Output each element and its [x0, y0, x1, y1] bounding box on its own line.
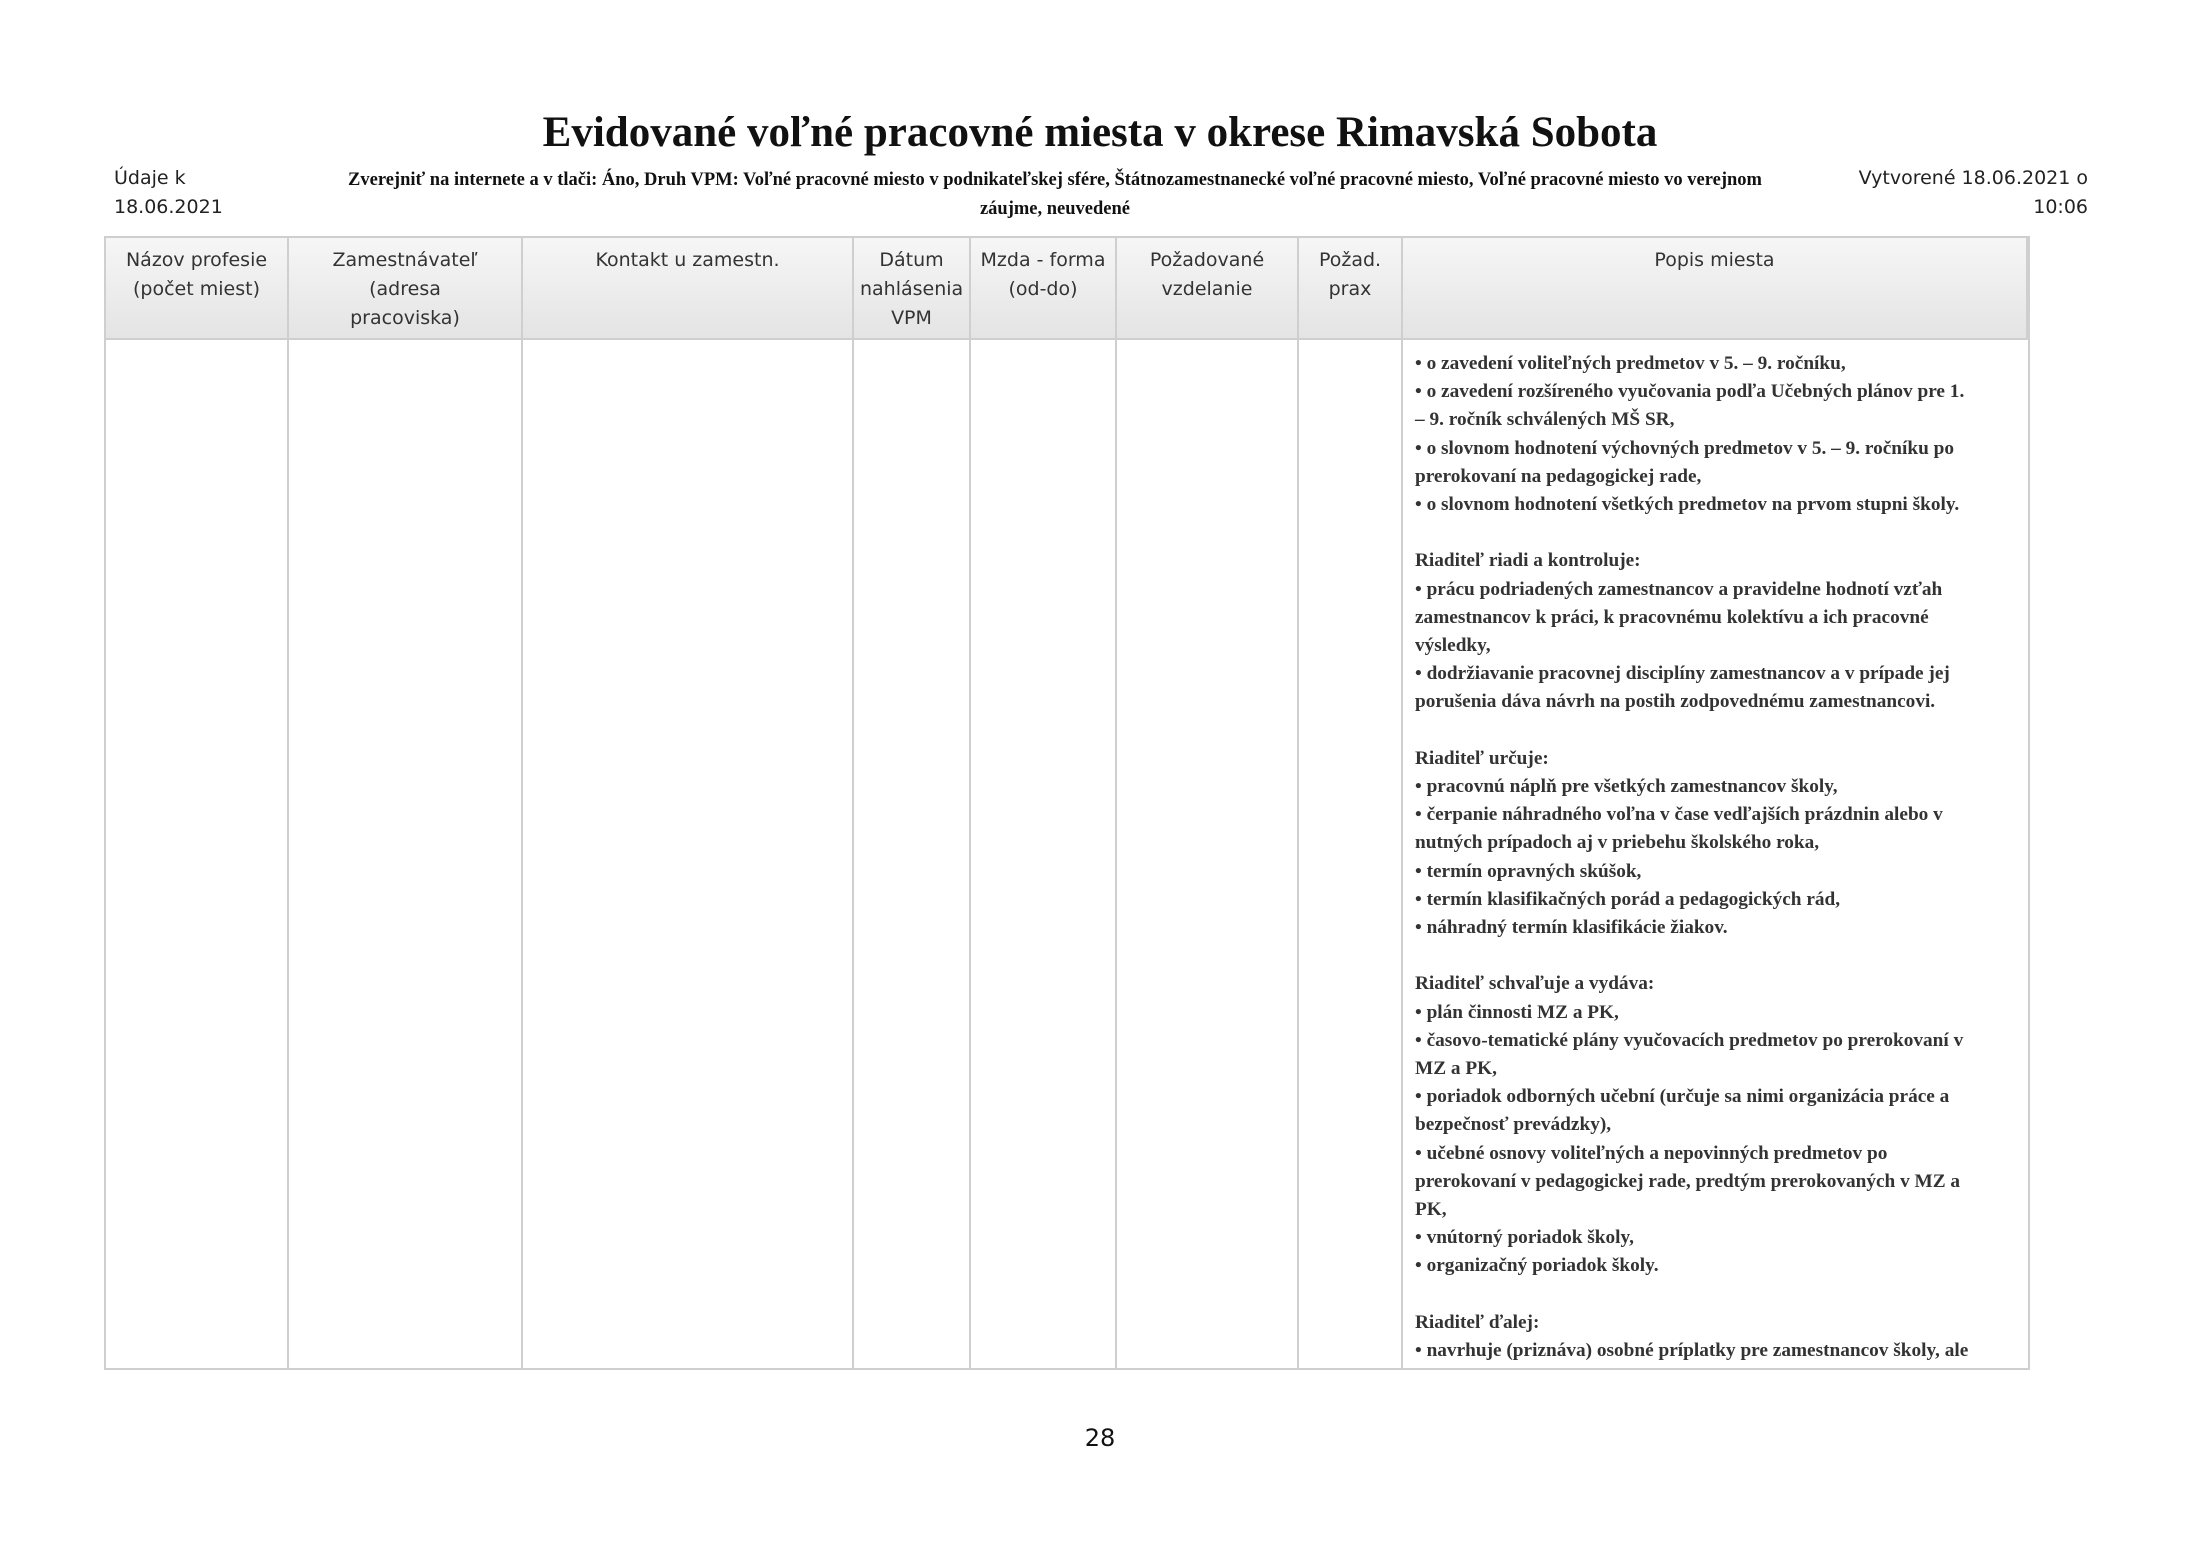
description-line: nutných prípadoch aj v priebehu školského roka,	[1415, 832, 1820, 854]
description-spacer	[1415, 1281, 2016, 1309]
description-line: • učebné osnovy voliteľných a nepovinných predmetov po	[1415, 1142, 1888, 1164]
filter-criteria-line: Zverejniť na internete a v tlači: Áno, Druh VPM: Voľné pracovné miesto v podnikateľskej sfére, Štátnozamestnanecké voľné pracovné miesto, Voľné pracovné miesto vo verejnom	[348, 170, 1762, 190]
column-header-profession: Názov profesie (počet miest)	[106, 238, 289, 340]
description-line: • vnútorný poriadok školy,	[1415, 1227, 1634, 1249]
description-line: • prácu podriadených zamestnancov a pravidelne hodnotí vzťah	[1415, 578, 1943, 600]
cell-education	[1117, 340, 1299, 1368]
description-line: MZ a PK,	[1415, 1058, 1497, 1080]
description-line: • čerpanie náhradného voľna v čase vedľajších prázdnin alebo v	[1415, 804, 1943, 826]
cell-experience	[1299, 340, 1403, 1368]
column-header-education: Požadované vzdelanie	[1117, 238, 1299, 340]
description-line: • organizačný poriadok školy.	[1415, 1255, 1659, 1277]
description-spacer	[1415, 519, 2016, 547]
description-line: prerokovaní na pedagogickej rade,	[1415, 465, 1702, 487]
description-spacer	[1415, 942, 2016, 970]
description-line: • časovo-tematické plány vyučovacích predmetov po prerokovaní v	[1415, 1029, 1964, 1051]
column-header-contact: Kontakt u zamestn.	[523, 238, 854, 340]
description-line: • o slovnom hodnotení výchovných predmetov v 5. – 9. ročníku po	[1415, 437, 1955, 459]
description-line: • o zavedení voliteľných predmetov v 5. – 9. ročníku,	[1415, 353, 1846, 374]
filter-criteria-line: záujme, neuvedené	[979, 199, 1131, 219]
column-header-description: Popis miesta	[1403, 238, 2028, 340]
description-line: – 9. ročník schválených MŠ SR,	[1415, 409, 1675, 431]
page-number: 28	[1084, 1424, 1116, 1452]
filter-criteria	[260, 166, 1850, 224]
description-line: • plán činnosti MZ a PK,	[1415, 1001, 1619, 1023]
cell-employer	[289, 340, 523, 1368]
description-line: • náhradný termín klasifikácie žiakov.	[1415, 917, 1728, 939]
description-line: prerokovaní v pedagogickej rade, predtým prerokovaných v MZ a	[1415, 1170, 1961, 1192]
cell-salary	[971, 340, 1117, 1368]
data-as-of-date: 18.06.2021	[114, 196, 223, 218]
cell-date	[854, 340, 971, 1368]
vacancy-table	[104, 236, 2030, 1370]
document-title: Evidované voľné pracovné miesta v okrese Rimavská Sobota	[542, 109, 1658, 156]
created-time: 10:06	[2033, 196, 2088, 218]
description-line: • dodržiavanie pracovnej disciplíny zamestnancov a v prípade jej	[1415, 663, 1950, 685]
column-header-date: Dátum nahlásenia VPM	[854, 238, 971, 340]
description-line: Riaditeľ schvaľuje a vydáva:	[1415, 973, 1655, 995]
description-line: zamestnancov k práci, k pracovnému kolektívu a ich pracovné	[1415, 606, 1929, 628]
column-header-experience: Požad. prax	[1299, 238, 1403, 340]
description-line: porušenia dáva návrh na postih zodpovednému zamestnancovi.	[1415, 691, 1936, 713]
column-header-employer: Zamestnávateľ (adresa pracoviska)	[289, 238, 523, 340]
data-as-of	[114, 164, 264, 222]
description-line: • termín klasifikačných porád a pedagogických rád,	[1415, 888, 1841, 910]
description-line: • termín opravných skúšok,	[1415, 860, 1642, 882]
created-label: Vytvorené 18.06.2021 o	[1858, 167, 2088, 189]
created-timestamp	[1828, 164, 2088, 222]
data-as-of-label: Údaje k	[114, 167, 186, 189]
description-line: • pracovnú náplň pre všetkých zamestnancov školy,	[1415, 776, 1838, 798]
description-line: • poriadok odborných učební (určuje sa nimi organizácia práce a	[1415, 1086, 1950, 1108]
description-line: bezpečnosť prevádzky),	[1415, 1114, 1612, 1136]
description-line: • o zavedení rozšíreného vyučovania podľa Učebných plánov pre 1.	[1415, 381, 1965, 403]
description-line: PK,	[1415, 1199, 1447, 1221]
cell-profession	[106, 340, 289, 1368]
column-header-salary: Mzda - forma (od-do)	[971, 238, 1117, 340]
cell-contact	[523, 340, 854, 1368]
description-line: Riaditeľ riadi a kontroluje:	[1415, 550, 1641, 572]
description-spacer	[1415, 717, 2016, 745]
description-line: • navrhuje (priznáva) osobné príplatky pre zamestnancov školy, ale	[1415, 1340, 1969, 1362]
description-line: Riaditeľ ďalej:	[1415, 1311, 1540, 1333]
description-line: výsledky,	[1415, 635, 1491, 657]
cell-job-description	[1403, 340, 2028, 1368]
description-line: • o slovnom hodnotení všetkých predmetov na prvom stupni školy.	[1415, 494, 1960, 516]
description-line: Riaditeľ určuje:	[1415, 747, 1549, 769]
